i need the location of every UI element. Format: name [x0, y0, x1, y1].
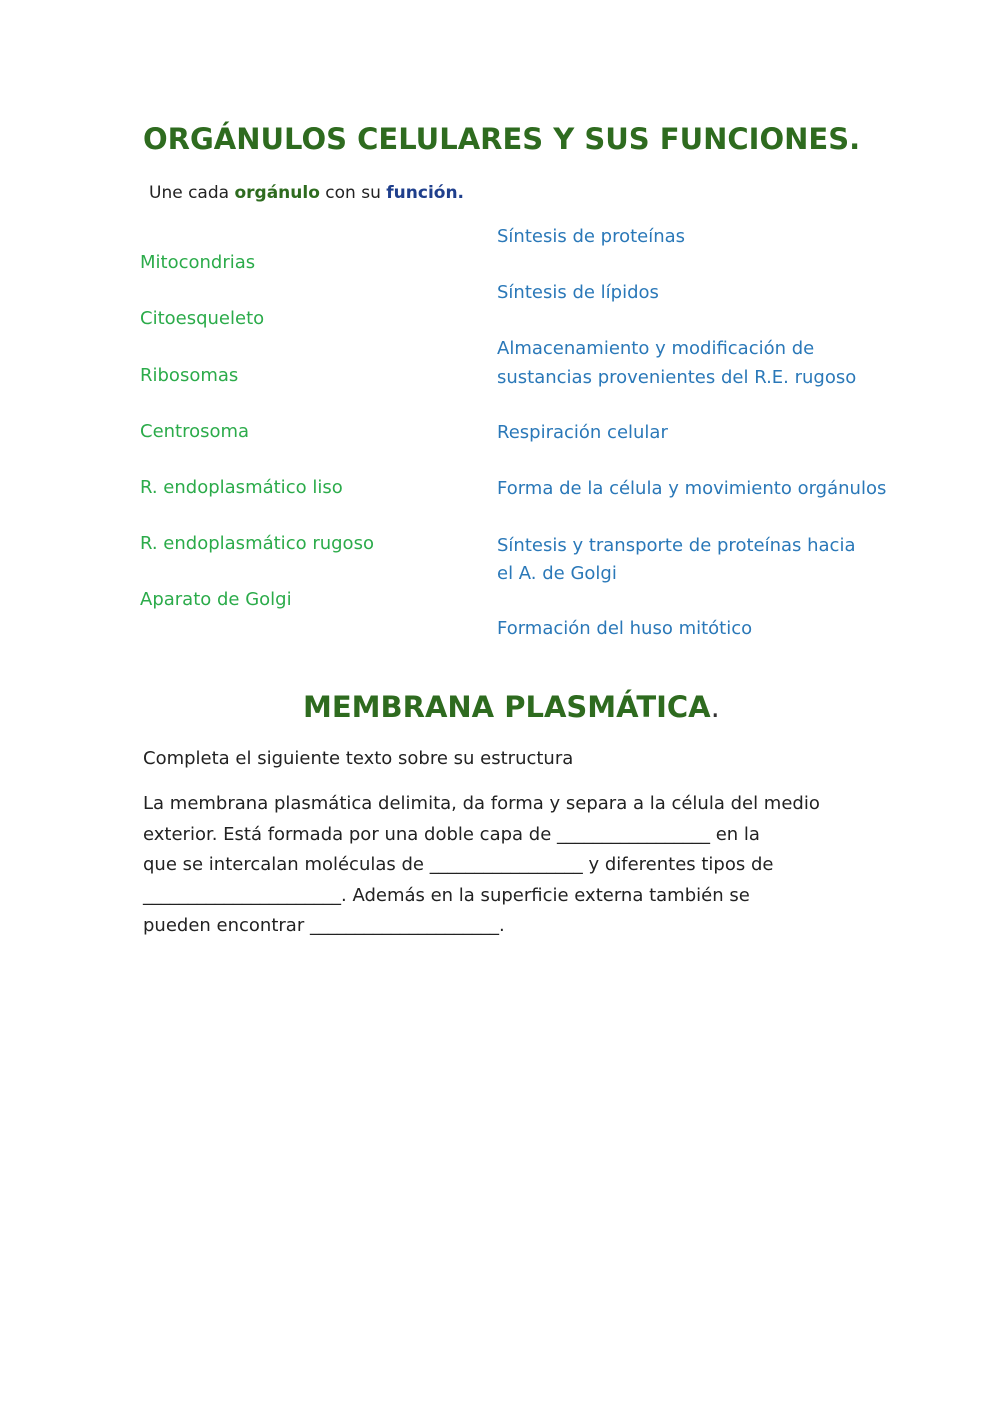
fill-in-paragraph [143, 789, 863, 942]
page-title: ORGÁNULOS CELULARES Y SUS FUNCIONES. [143, 122, 861, 156]
instruction [149, 183, 464, 203]
organelle-item[interactable]: Ribosomas [140, 365, 239, 386]
function-item[interactable]: Síntesis de proteínas [497, 226, 686, 247]
function-item[interactable]: Respiración celular [497, 422, 668, 443]
section-subtitle: Completa el siguiente texto sobre su estructura [143, 748, 574, 769]
paragraph-line[interactable]: que se intercalan moléculas de _________________ y diferentes tipos de [143, 854, 774, 875]
function-item-continued[interactable]: el A. de Golgi [497, 563, 617, 584]
organelle-item[interactable]: Mitocondrias [140, 252, 256, 273]
paragraph-line: La membrana plasmática delimita, da forma y separa a la célula del medio [143, 793, 820, 814]
function-item-continued[interactable]: sustancias provenientes del R.E. rugoso [497, 367, 857, 388]
organelle-item[interactable]: Centrosoma [140, 421, 250, 442]
instruction-prefix: Une cada [149, 183, 235, 203]
section-title-text: MEMBRANA PLASMÁTICA [303, 690, 711, 724]
function-item[interactable]: Síntesis y transporte de proteínas hacia [497, 535, 856, 556]
instruction-organulo: orgánulo [234, 183, 320, 203]
organelle-item[interactable]: Citoesqueleto [140, 308, 265, 329]
instruction-funcion: función. [386, 183, 465, 203]
organelle-item[interactable]: R. endoplasmático liso [140, 477, 343, 498]
section-title-dot: . [710, 690, 720, 724]
function-item[interactable]: Almacenamiento y modificación de [497, 338, 815, 359]
paragraph-line[interactable]: pueden encontrar _____________________. [143, 915, 505, 936]
paragraph-line[interactable]: ______________________. Además en la superficie externa también se [143, 884, 750, 906]
instruction-middle: con su [319, 183, 387, 203]
function-item[interactable]: Formación del huso mitótico [497, 618, 753, 639]
paragraph-line[interactable]: exterior. Está formada por una doble capa de _________________ en la [143, 823, 760, 845]
section-title [303, 690, 720, 724]
organelle-item[interactable]: Aparato de Golgi [140, 589, 292, 610]
function-item[interactable]: Forma de la célula y movimiento orgánulos [497, 478, 887, 499]
function-item[interactable]: Síntesis de lípidos [497, 282, 659, 303]
organelle-item[interactable]: R. endoplasmático rugoso [140, 533, 374, 554]
